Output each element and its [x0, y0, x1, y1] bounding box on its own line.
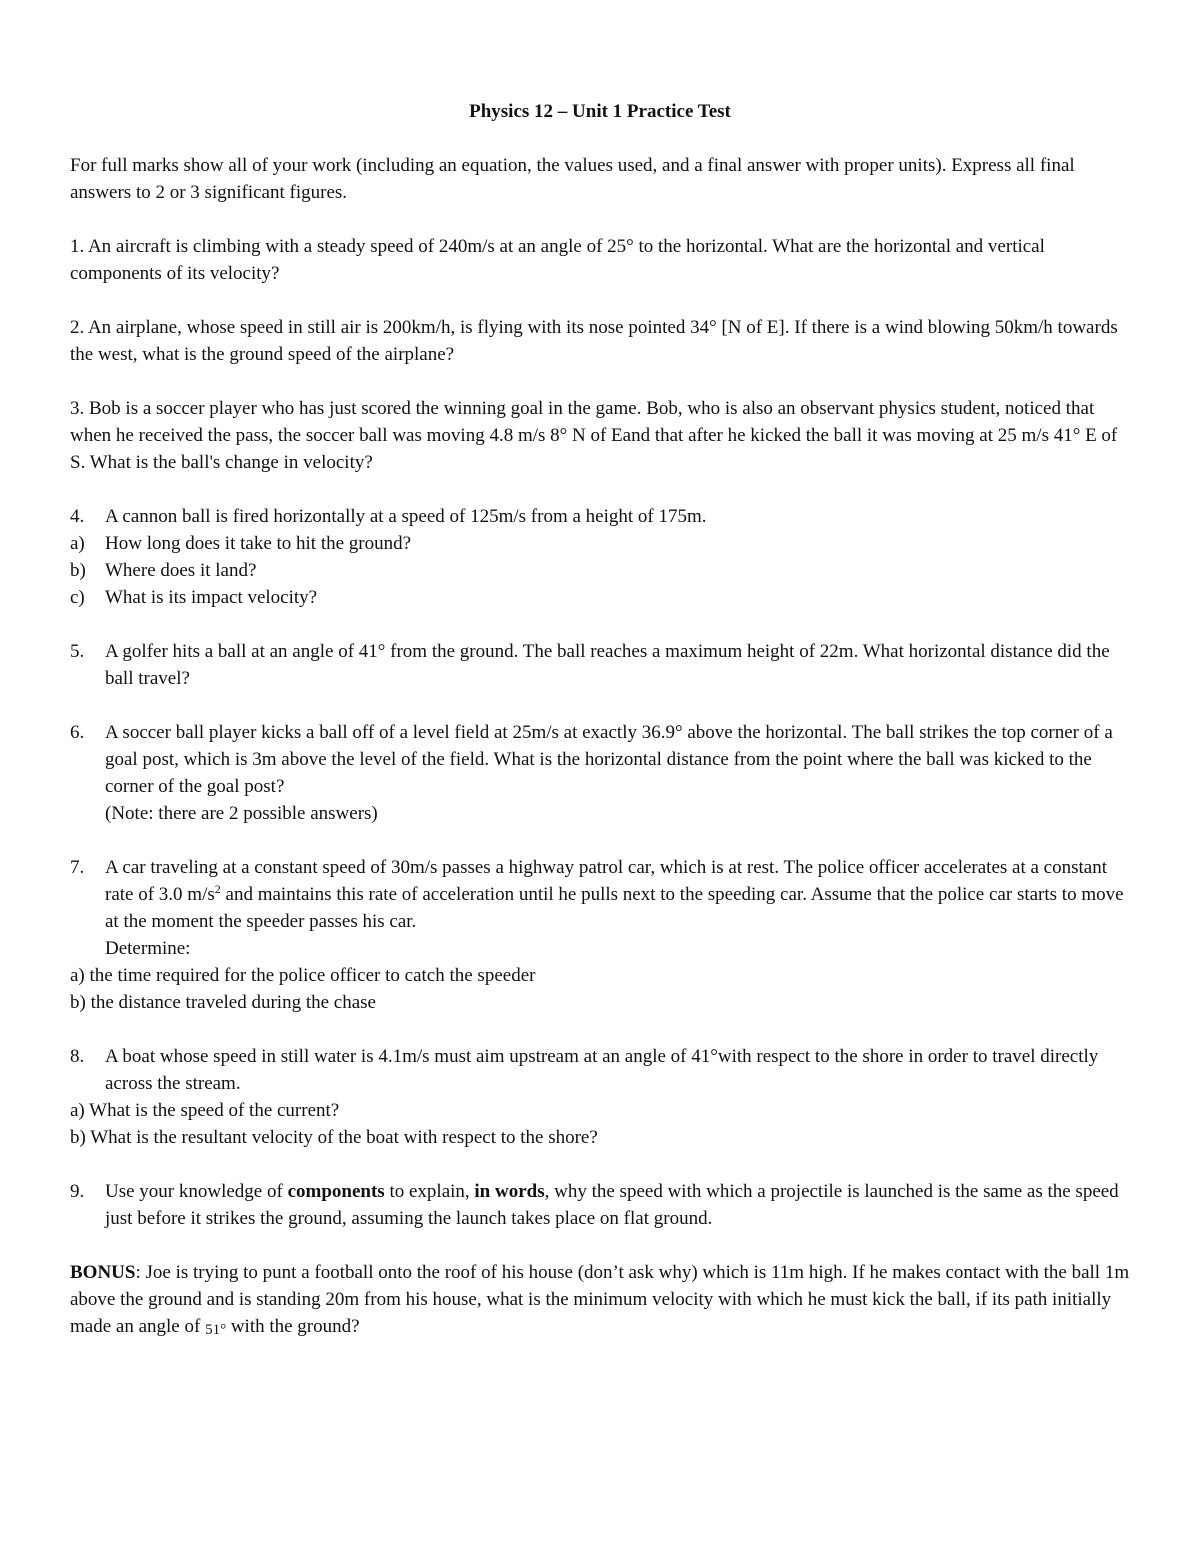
question-7-number: 7.	[70, 857, 85, 878]
question-7-text-before: A car traveling at a constant speed of 30m/s passes a highway patrol car, which is at rest. The police officer accelerates at a constant rate of 3.0 m/s	[105, 857, 1107, 905]
question-9-bold-components: components	[287, 1181, 385, 1202]
question-7-determine: Determine:	[105, 938, 191, 959]
bonus-label: BONUS	[70, 1262, 136, 1283]
question-4b-label: b)	[70, 560, 86, 581]
question-9-text-2: to explain,	[384, 1181, 475, 1202]
instructions: For full marks show all of your work (including an equation, the values used, and a final answer with proper units). Express all final answers to 2 or 3 significant figures.	[70, 155, 1075, 203]
question-9	[70, 1178, 1130, 1232]
question-9-text-3: , why the speed with which a projectile is launched is the same as the speed just before it strikes the ground, assuming the launch takes place on flat ground.	[105, 1181, 1119, 1229]
question-6-body	[105, 719, 1130, 827]
question-6-note: (Note: there are 2 possible answers)	[105, 803, 378, 824]
question-4b-text: Where does it land?	[105, 560, 257, 581]
question-8-text: A boat whose speed in still water is 4.1m/s must aim upstream at an angle of 41°with respect to the shore in order to travel directly across the stream.	[105, 1046, 1099, 1094]
question-9-text-1: Use your knowledge of	[105, 1181, 288, 1202]
question-5-text: A golfer hits a ball at an angle of 41° from the ground. The ball reaches a maximum height of 22m. What horizontal distance did the ball travel?	[105, 641, 1110, 689]
question-9-bold-in-words: in words	[474, 1181, 545, 1202]
question-6	[70, 719, 1130, 827]
question-4-text: A cannon ball is fired horizontally at a speed of 125m/s from a height of 175m.	[105, 506, 707, 527]
bonus-text-before: : Joe is trying to punt a football onto the roof of his house (don’t ask why) which is 11m high. If he makes contact with the ball 1m above the ground and is standing 20m from his house, what is the minimum velocity with which he must kick the ball, if its path initially made an angle of	[70, 1262, 1130, 1337]
question-7a: a) the time required for the police officer to catch the speeder	[70, 965, 536, 986]
question-6-text: A soccer ball player kicks a ball off of a level field at 25m/s at exactly 36.9° above the horizontal. The ball strikes the top corner of a goal post, which is 3m above the level of the field. What is the horizontal distance from the point where the ball was kicked to the corner of the goal post?	[105, 722, 1113, 797]
question-5-number: 5.	[70, 641, 85, 662]
question-8	[70, 1043, 1130, 1151]
question-1: 1. An aircraft is climbing with a steady speed of 240m/s at an angle of 25° to the horizontal. What are the horizontal and vertical components of its velocity?	[70, 236, 1045, 284]
question-7	[70, 854, 1130, 1016]
question-8b: b) What is the resultant velocity of the boat with respect to the shore?	[70, 1127, 598, 1148]
question-4a-text: How long does it take to hit the ground?	[105, 533, 412, 554]
question-7-text-after: and maintains this rate of acceleration until he pulls next to the speeding car. Assume that the police car starts to move at the moment the speeder passes his car.	[105, 884, 1124, 932]
question-8-number: 8.	[70, 1046, 85, 1067]
bonus-text-after: with the ground?	[226, 1316, 360, 1337]
page-title: Physics 12 – Unit 1 Practice Test	[469, 101, 731, 122]
question-3: 3. Bob is a soccer player who has just scored the winning goal in the game. Bob, who is also an observant physics student, noticed that when he received the pass, the soccer ball was moving 4.8 m/s 8° N of Eand that after he kicked the ball it was moving at 25 m/s 41° E of S. What is the ball's change in velocity?	[70, 398, 1118, 473]
question-5	[70, 638, 1130, 692]
question-4a-label: a)	[70, 533, 85, 554]
bonus-angle: 51°	[205, 1322, 227, 1338]
question-4c-label: c)	[70, 587, 85, 608]
question-7b: b) the distance traveled during the chase	[70, 992, 376, 1013]
question-8a: a) What is the speed of the current?	[70, 1100, 340, 1121]
worksheet-content	[70, 98, 1130, 1344]
question-9-body	[105, 1178, 1130, 1232]
question-4c-text: What is its impact velocity?	[105, 587, 318, 608]
question-4	[70, 503, 1130, 611]
bonus-question	[70, 1259, 1130, 1344]
question-2: 2. An airplane, whose speed in still air is 200km/h, is flying with its nose pointed 34° [N of E]. If there is a wind blowing 50km/h towards the west, what is the ground speed of the airplane?	[70, 317, 1118, 365]
question-9-number: 9.	[70, 1181, 85, 1202]
question-6-number: 6.	[70, 722, 85, 743]
question-7-body	[105, 854, 1130, 962]
question-7-superscript: 2	[214, 882, 221, 896]
question-4-number: 4.	[70, 506, 85, 527]
